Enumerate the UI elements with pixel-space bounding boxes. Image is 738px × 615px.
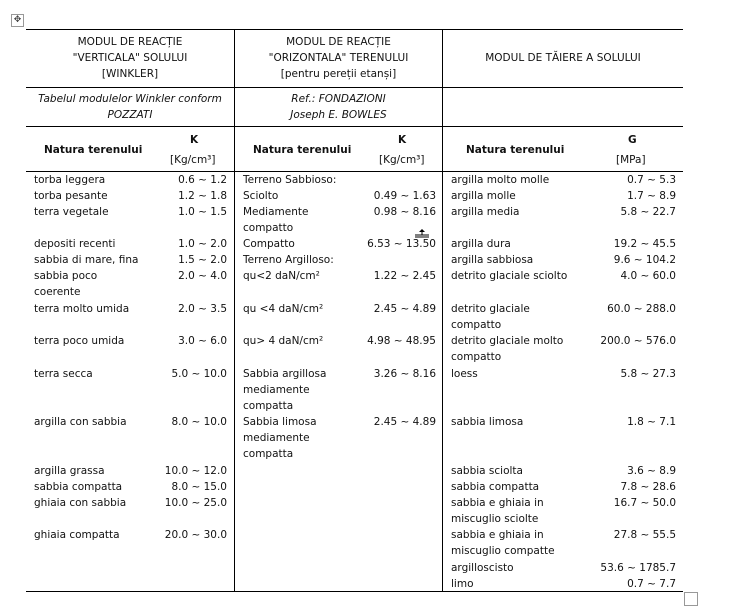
col3-value: 16.7 ~ 50.0 xyxy=(613,497,676,509)
col2-name: mediamente xyxy=(243,384,310,396)
col1-name: terra secca xyxy=(34,368,93,380)
col3-name: detrito glaciale sciolto xyxy=(451,270,568,282)
col1-value: 8.0 ~ 15.0 xyxy=(171,481,227,493)
col2-name: qu <4 daN/cm² xyxy=(243,303,324,315)
col3-name: sabbia e ghiaia in xyxy=(451,497,544,509)
col3-value: 5.8 ~ 22.7 xyxy=(620,206,676,218)
col1-name: sabbia poco xyxy=(34,270,98,282)
col1-value: 2.0 ~ 4.0 xyxy=(178,270,227,282)
col1-value: 20.0 ~ 30.0 xyxy=(164,529,227,541)
col2-name: Compatto xyxy=(243,238,295,250)
col2-name: Sciolto xyxy=(243,190,279,202)
table-move-handle-icon[interactable]: ✥ xyxy=(11,14,24,27)
col3-name: sabbia e ghiaia in xyxy=(451,529,544,541)
col1-value: 10.0 ~ 12.0 xyxy=(164,465,227,477)
col3-value: 60.0 ~ 288.0 xyxy=(607,303,676,315)
header-col3: MODUL DE TĂIERE A SOLULUI xyxy=(485,52,641,64)
row-resize-cursor-icon xyxy=(414,228,430,246)
rule-top xyxy=(26,29,683,30)
col1-value: 8.0 ~ 10.0 xyxy=(171,416,227,428)
subheader-k-unit-2: [Kg/cm³] xyxy=(379,154,425,166)
col1-value: 1.2 ~ 1.8 xyxy=(178,190,227,202)
col2-name: Sabbia argillosa xyxy=(243,368,327,380)
col2-value: 0.98 ~ 8.16 xyxy=(373,206,436,218)
col2-value: 6.53 ~ 13.50 xyxy=(367,238,436,250)
col1-value: 1.5 ~ 2.0 xyxy=(178,254,227,266)
col2-name: qu> 4 daN/cm² xyxy=(243,335,324,347)
ref-col2: Ref.: FONDAZIONI Joseph E. BOWLES xyxy=(290,93,387,121)
col3-value: 27.8 ~ 55.5 xyxy=(613,529,676,541)
col3-name: compatto xyxy=(451,351,502,363)
col3-name: sabbia compatta xyxy=(451,481,540,493)
header-col2: MODUL DE REACȚIE "ORIZONTALA" TERENULUI [pentru pereții etanși] xyxy=(268,36,409,80)
col3-value: 0.7 ~ 7.7 xyxy=(627,578,676,590)
col3-name: compatto xyxy=(451,319,502,331)
col1-name: terra molto umida xyxy=(34,303,130,315)
subheader-k-2: K xyxy=(398,134,407,146)
rule-header xyxy=(26,87,683,88)
col3-name: loess xyxy=(451,368,478,380)
col2-name: compatta xyxy=(243,400,294,412)
col3-name: miscuglio sciolte xyxy=(451,513,539,525)
col1-name: torba pesante xyxy=(34,190,108,202)
col3-name: miscuglio compatte xyxy=(451,545,555,557)
col2-name: compatta xyxy=(243,448,294,460)
col1-value: 3.0 ~ 6.0 xyxy=(178,335,227,347)
col2-name: Terreno Argilloso: xyxy=(243,254,334,266)
rule-refs xyxy=(26,126,683,127)
subheader-k-1: K xyxy=(190,134,199,146)
col3-value: 9.6 ~ 104.2 xyxy=(613,254,676,266)
col3-name: limo xyxy=(451,578,474,590)
col3-name: sabbia sciolta xyxy=(451,465,523,477)
col2-name: compatto xyxy=(243,222,294,234)
rule-col-2 xyxy=(442,29,443,591)
col3-value: 5.8 ~ 27.3 xyxy=(620,368,676,380)
col1-value: 1.0 ~ 2.0 xyxy=(178,238,227,250)
col3-value: 19.2 ~ 45.5 xyxy=(613,238,676,250)
col1-name: sabbia di mare, fina xyxy=(34,254,139,266)
col3-name: sabbia limosa xyxy=(451,416,524,428)
col2-value: 3.26 ~ 8.16 xyxy=(373,368,436,380)
col3-name: argilla molto molle xyxy=(451,174,550,186)
col3-value: 4.0 ~ 60.0 xyxy=(620,270,676,282)
col1-value: 0.6 ~ 1.2 xyxy=(178,174,227,186)
subheader-g-unit: [MPa] xyxy=(616,154,646,166)
table-resize-handle[interactable] xyxy=(684,592,698,606)
col1-name: ghiaia compatta xyxy=(34,529,120,541)
col1-name: torba leggera xyxy=(34,174,106,186)
col3-value: 1.7 ~ 8.9 xyxy=(627,190,676,202)
col3-name: argilla sabbiosa xyxy=(451,254,534,266)
col2-name: Terreno Sabbioso: xyxy=(243,174,337,186)
col1-name: argilla grassa xyxy=(34,465,105,477)
col3-value: 53.6 ~ 1785.7 xyxy=(600,562,676,574)
col2-value: 4.98 ~ 48.95 xyxy=(367,335,436,347)
subheader-g: G xyxy=(628,134,637,146)
col1-name: sabbia compatta xyxy=(34,481,123,493)
ref-col1: Tabelul modulelor Winkler conform POZZATI xyxy=(38,93,222,121)
col1-name: terra poco umida xyxy=(34,335,125,347)
col1-value: 1.0 ~ 1.5 xyxy=(178,206,227,218)
col2-name: Mediamente xyxy=(243,206,309,218)
col1-value: 2.0 ~ 3.5 xyxy=(178,303,227,315)
col3-value: 7.8 ~ 28.6 xyxy=(620,481,676,493)
col3-name: detrito glaciale molto xyxy=(451,335,564,347)
col3-name: argilla media xyxy=(451,206,520,218)
col2-value: 2.45 ~ 4.89 xyxy=(373,303,436,315)
col3-value: 1.8 ~ 7.1 xyxy=(627,416,676,428)
col3-value: 0.7 ~ 5.3 xyxy=(627,174,676,186)
subheader-natura-1: Natura terenului xyxy=(44,144,143,156)
col3-value: 200.0 ~ 576.0 xyxy=(600,335,676,347)
col1-name: ghiaia con sabbia xyxy=(34,497,127,509)
col1-name: argilla con sabbia xyxy=(34,416,127,428)
subheader-natura-2: Natura terenului xyxy=(253,144,352,156)
col2-value: 0.49 ~ 1.63 xyxy=(373,190,436,202)
col2-value: 1.22 ~ 2.45 xyxy=(373,270,436,282)
col1-name: coerente xyxy=(34,286,81,298)
col3-name: detrito glaciale xyxy=(451,303,530,315)
col3-name: argilloscisto xyxy=(451,562,514,574)
col2-name: mediamente xyxy=(243,432,310,444)
subheader-k-unit-1: [Kg/cm³] xyxy=(170,154,216,166)
col2-value: 2.45 ~ 4.89 xyxy=(373,416,436,428)
col1-name: depositi recenti xyxy=(34,238,116,250)
col3-value: 3.6 ~ 8.9 xyxy=(627,465,676,477)
col2-name: qu<2 daN/cm² xyxy=(243,270,320,282)
col1-name: terra vegetale xyxy=(34,206,109,218)
col3-name: argilla dura xyxy=(451,238,511,250)
col1-value: 5.0 ~ 10.0 xyxy=(171,368,227,380)
header-col1: MODUL DE REACȚIE "VERTICALA" SOLULUI [WINKLER] xyxy=(72,36,188,80)
col1-value: 10.0 ~ 25.0 xyxy=(164,497,227,509)
col2-name: Sabbia limosa xyxy=(243,416,317,428)
col3-name: argilla molle xyxy=(451,190,516,202)
subheader-natura-3: Natura terenului xyxy=(466,144,565,156)
